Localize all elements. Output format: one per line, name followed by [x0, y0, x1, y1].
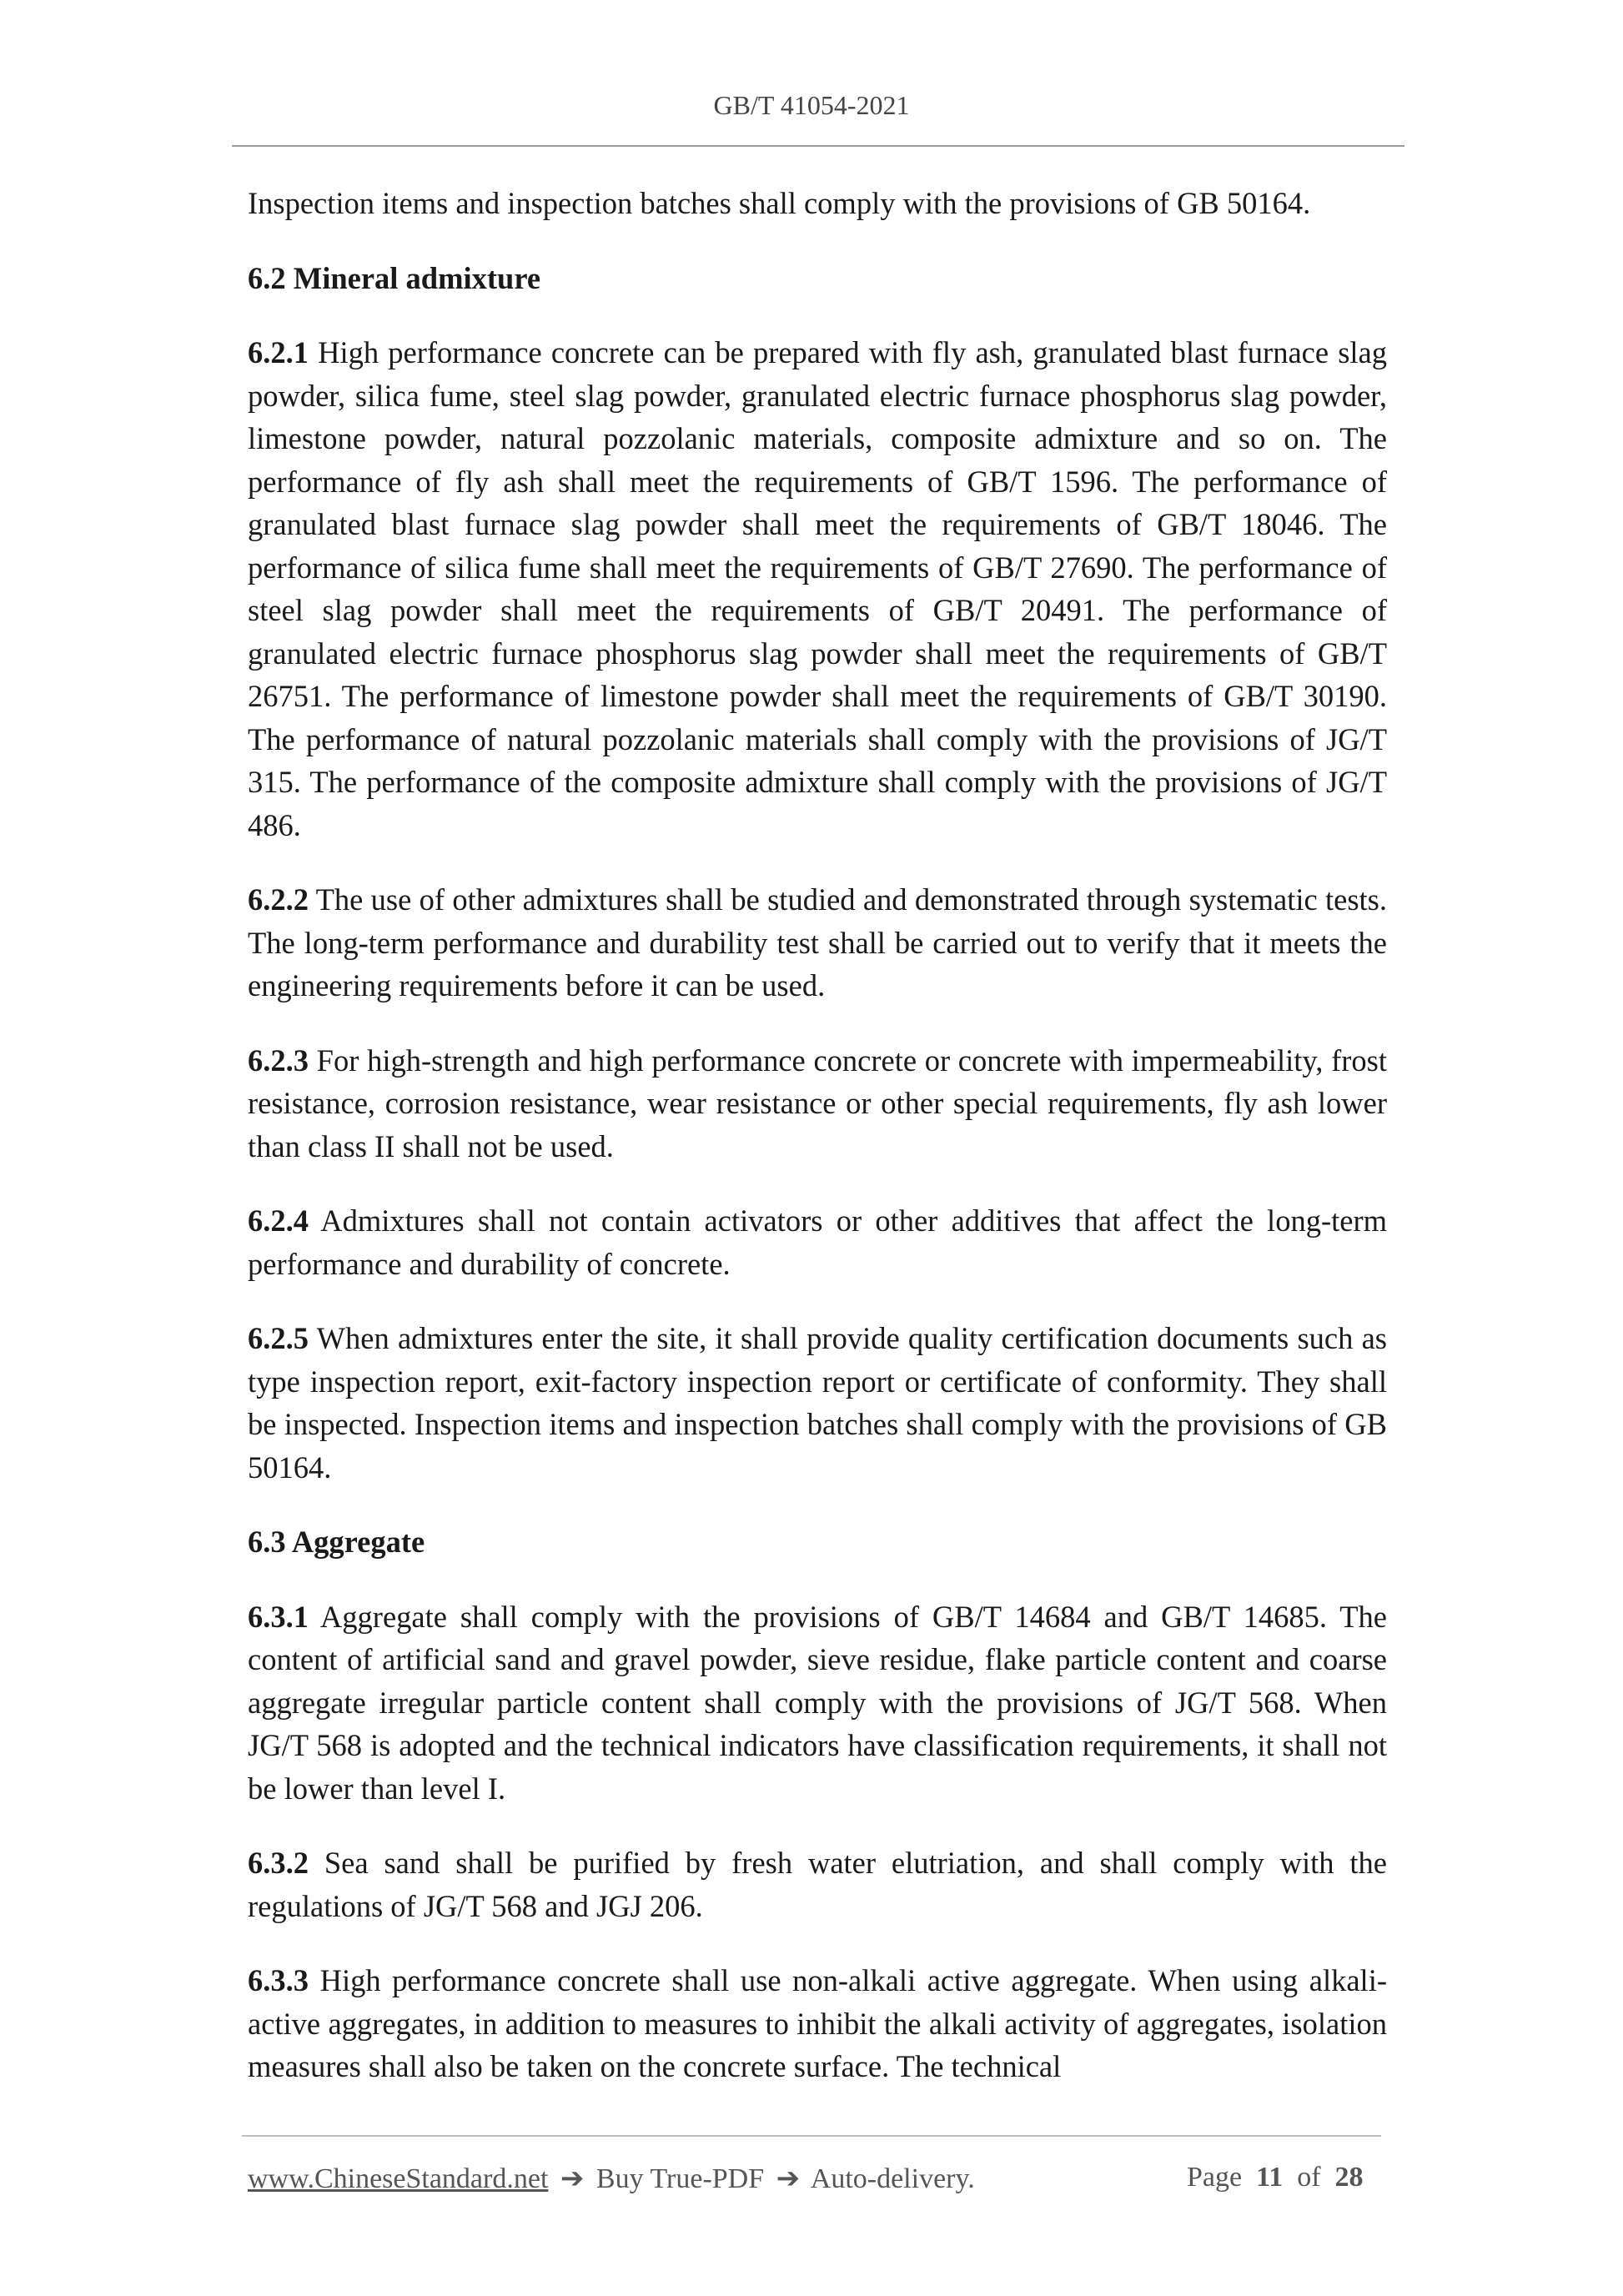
buy-pdf-text: Buy True-PDF	[595, 2163, 765, 2194]
arrow-right-icon: ➔	[560, 2163, 585, 2194]
clause-text: High performance concrete can be prepared with fly ash, granulated blast furnace slag powder, silica fume, steel slag powder, granulated electric furnace phosphorus slag powder, limestone powder, natural pozzolanic materials, composite admixture and so on. The performance of fly ash shall meet the requirements of GB/T 1596. The performance of granulated blast furnace slag powder shall meet the requirements of GB/T 18046. The performance of silica fume shall meet the requirements of GB/T 27690. The performance of steel slag powder shall meet the requirements of GB/T 20491. The performance of granulated electric furnace phosphorus slag powder shall meet the requirements of GB/T 26751. The performance of limestone powder shall meet the requirements of GB/T 30190. The performance of natural pozzolanic materials shall comply with the provisions of JG/T 315. The performance of the composite admixture shall comply with the provisions of JG/T 486.	[248, 335, 1387, 842]
clause-text: The use of other admixtures shall be studied and demonstrated through systematic tests. The long-term performance and durability test shall be carried out to verify that it meets the engineering requirements before it can be used.	[248, 882, 1387, 1002]
clause-number: 6.2.3	[248, 1042, 309, 1078]
clause-text: Admixtures shall not contain activators or other additives that affect the long-term performance and durability of concrete.	[248, 1203, 1387, 1281]
footer-promo	[248, 2162, 975, 2195]
total-pages-number: 28	[1334, 2162, 1364, 2193]
clause-6-2-1	[248, 331, 1387, 847]
clause-number: 6.2.5	[248, 1321, 309, 1355]
clause-6-3-3	[248, 1959, 1387, 2088]
section-heading-6-2: 6.2 Mineral admixture	[248, 260, 541, 295]
arrow-right-icon: ➔	[776, 2163, 801, 2194]
clause-number: 6.2.4	[248, 1203, 309, 1238]
paragraph-continuation: Inspection items and inspection batches shall comply with the provisions of GB 50164.	[248, 186, 1311, 220]
clause-number: 6.3.1	[248, 1599, 309, 1634]
clause-number: 6.3.2	[248, 1846, 309, 1880]
footer-divider	[242, 2135, 1381, 2137]
auto-delivery-text: Auto-delivery.	[810, 2163, 975, 2194]
clause-text: When admixtures enter the site, it shall provide quality certification documents such as type inspection report, exit-factory inspection report or certificate of conformity. They shall be inspected. Inspection items and inspection batches shall comply with the provisions of GB 50164.	[248, 1321, 1387, 1485]
header-divider	[232, 145, 1404, 147]
clause-text: Aggregate shall comply with the provisions of GB/T 14684 and GB/T 14685. The content of artificial sand and gravel powder, sieve residue, flake particle content and coarse aggregate irregular particle content shall comply with the provisions of JG/T 568. When JG/T 568 is adopted and the technical indicators have classification requirements, it shall not be lower than level I.	[248, 1599, 1387, 1806]
section-heading-6-3: 6.3 Aggregate	[248, 1525, 425, 1559]
clause-6-2-4	[248, 1199, 1387, 1285]
website-link[interactable]: www.ChineseStandard.net	[248, 2163, 549, 2194]
page-label: Page	[1187, 2162, 1243, 2193]
document-body	[248, 182, 1387, 2120]
clause-text: For high-strength and high performance concrete or concrete with impermeability, frost resistance, corrosion resistance, wear resistance or other special requirements, fly ash lower than class II shall not be used.	[248, 1042, 1387, 1163]
clause-text: Sea sand shall be purified by fresh water elutriation, and shall comply with the regulations of JG/T 568 and JGJ 206.	[248, 1846, 1387, 1923]
clause-6-3-1	[248, 1595, 1387, 1811]
clause-text: High performance concrete shall use non-alkali active aggregate. When using alkali-active aggregates, in addition to measures to inhibit the alkali activity of aggregates, isolation measures shall also be taken on the concrete surface. The technical	[248, 1963, 1387, 2083]
of-label: of	[1297, 2162, 1321, 2193]
clause-6-3-2	[248, 1841, 1387, 1927]
clause-6-2-3	[248, 1039, 1387, 1168]
clause-6-2-2	[248, 878, 1387, 1007]
clause-number: 6.3.3	[248, 1963, 309, 1997]
clause-6-2-5	[248, 1317, 1387, 1489]
page-indicator	[1187, 2162, 1364, 2193]
document-code-header: GB/T 41054-2021	[713, 90, 910, 120]
current-page-number: 11	[1256, 2162, 1284, 2193]
clause-number: 6.2.1	[248, 335, 309, 369]
clause-number: 6.2.2	[248, 882, 309, 917]
